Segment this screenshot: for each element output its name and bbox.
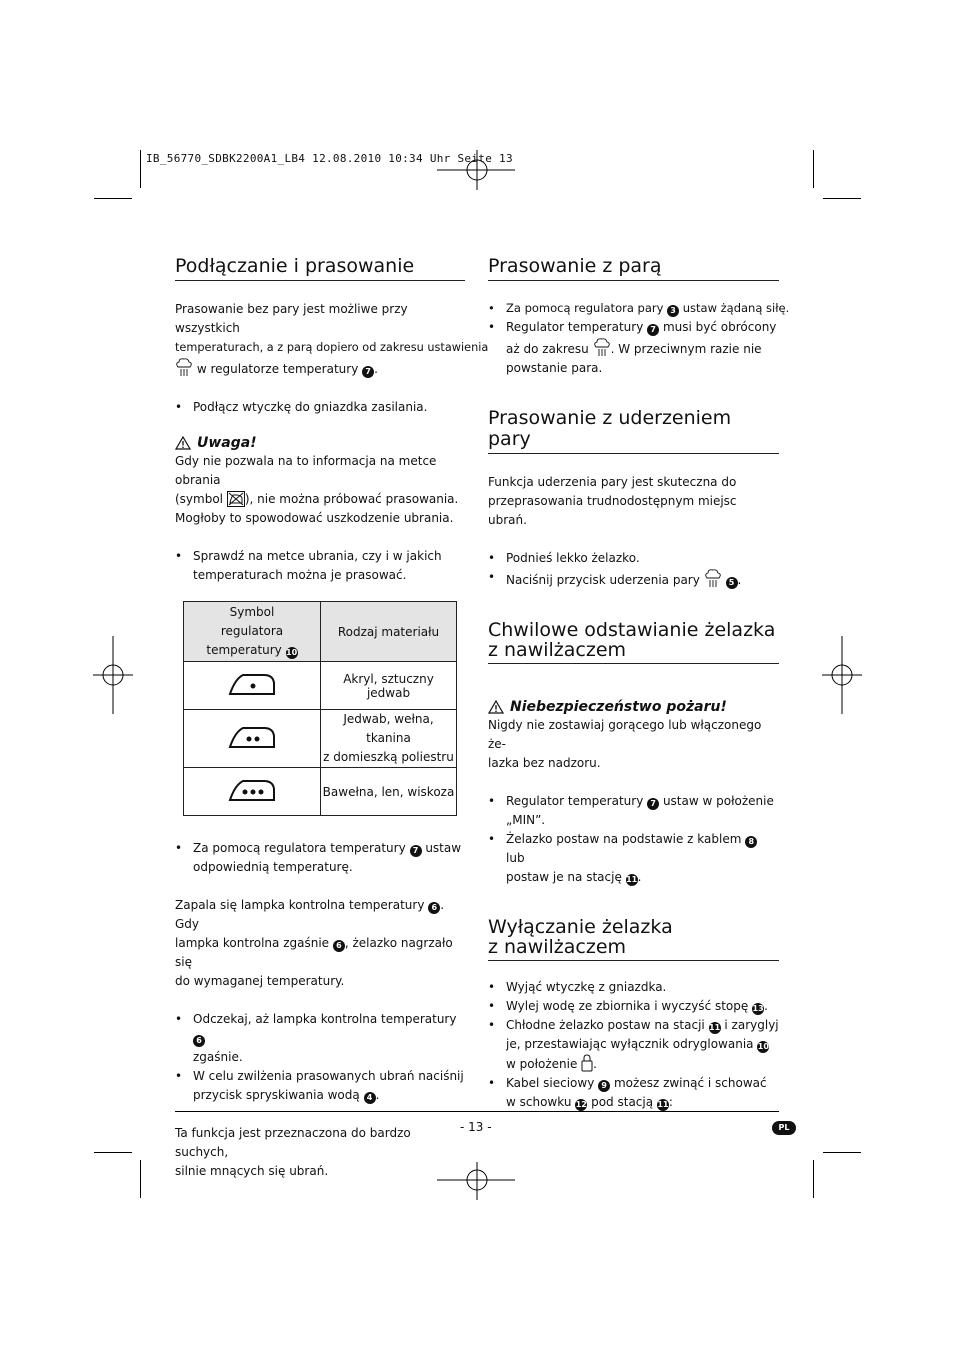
- bullet-set-temperature: • Za pomocą regulatora temperatury 7 ustaw odpowiednią temperaturę.: [175, 839, 465, 877]
- bullet-empty-tank: • Wylej wodę ze zbiornika i wyczyść stopę 13.: [488, 997, 779, 1016]
- page-number: - 13 -: [460, 1120, 492, 1134]
- intro-paragraph: Prasowanie bez pary jest możliwe przy wszystkich temperaturach, a z parą dopiero od zakresu ustawienia w regulatorze temperatury 7 .: [175, 302, 489, 376]
- steam-icon: [175, 357, 193, 377]
- steam-burst-icon: [704, 568, 722, 588]
- bullet-wait: • Odczekaj, aż lampka kontrolna temperatury 6 zgaśnie.: [175, 1010, 465, 1067]
- section-title-steam: Prasowanie z parą: [488, 256, 779, 281]
- fire-warning-title: Niebezpieczeństwo pożaru!: [510, 699, 727, 715]
- fire-warning-block: Niebezpieczeństwo pożaru! Nigdy nie zostawiaj gorącego lub włączonego że- lazka bez nadzoru.: [488, 699, 762, 770]
- table-row: Akryl, sztuczny jedwab: [184, 662, 457, 710]
- bullet-spray: • W celu zwilżenia prasowanych ubrań naciśnij przycisk spryskiwania wodą 4 .: [175, 1067, 465, 1105]
- section-title-switching-off: Wyłączanie żelazka z nawilżaczem: [488, 917, 779, 961]
- no-iron-icon: [227, 491, 245, 507]
- bullet-check-label: • Sprawdź na metce ubrania, czy i w jakich temperaturach można je prasować.: [175, 547, 465, 585]
- temperature-table: [183, 601, 457, 816]
- iron-three-dots-icon: [227, 777, 277, 803]
- warning-block: Uwaga! Gdy nie pozwala na to informacja na metce obrania (symbol ), nie można próbować prasowania. Mogłoby to spowodować uszkodzenie ubrania.: [175, 435, 459, 525]
- iron-one-dot-icon: [227, 671, 277, 697]
- bullet-steam-temperature: • Regulator temperatury 7 musi być obrócony aż do zakresu . W przeciwnym razie nie powstanie para.: [488, 318, 779, 378]
- bullet-set-min: • Regulator temperatury 7 ustaw w położenie „MIN”.: [488, 792, 779, 830]
- warning-title: Uwaga!: [197, 435, 257, 451]
- bullet-plug: • Podłącz wtyczkę do gniazdka zasilania.: [175, 398, 465, 417]
- iron-two-dots-icon: [227, 724, 277, 750]
- warning-triangle-icon: [488, 700, 504, 714]
- registration-mark-left: [93, 636, 133, 714]
- bullet-lift-iron: • Podnieś lekko żelazko.: [488, 549, 779, 568]
- part-number-badge: 7: [362, 366, 374, 378]
- right-column: Prasowanie z parą • Za pomocą regulatora pary 3 ustaw żądaną siłę. • Regulator temperatury 7 musi być obrócony aż do zakresu . W przeciwnym razie nie powstanie para. Prasowanie z uderzeniem pary Funkcja uderzenia pary jest skuteczna do przeprasowania trudnodostępnym miejsc ubrań. • Podnieś lekko żelazko. • Naciśnij przycisk uderzenia pary 5 . Chwilowe odstawianie żelazka z nawilżaczem Niebezpieczeństwo pożaru! Nigdy nie zostawiaj gorącego lub włączonego że- lazka bez nadzoru. • Regulator temperatury 7 ustaw w położenie „MIN”. • Żelazko postaw na podstawie z kablem 8 lub postaw je na stację 11. Wyłączanie żelazka z nawilżaczem • Wyjąć wtyczkę z gniazdka. • Wylej wodę ze zbiornika i wyczyść stopę 13. • Chłodne żelazko postaw na stacji 11 i zaryglуj je, przestawiając wyłącznik odryglowania 10 w położenie . • Kabel sieciowy 9 możesz zwinąć i schować w schowku 12 pod stacją 11:: [488, 256, 779, 1112]
- header-symbol: Symbol regulatora temperatury 10: [184, 602, 321, 662]
- table-row: Bawełna, len, wiskoza: [184, 768, 457, 816]
- header-material: Rodzaj materiału: [321, 602, 457, 662]
- function-paragraph: Ta funkcja jest przeznaczona do bardzo suchych, silnie mnących się ubrań.: [175, 1126, 411, 1178]
- registration-mark-right: [822, 636, 862, 714]
- lock-icon: [581, 1054, 593, 1072]
- steam-icon: [593, 337, 611, 357]
- bullet-cable-storage: • Kabel sieciowy 9 możesz zwinąć i schować w schowku 12 pod stacją 11:: [488, 1074, 779, 1112]
- section-title-temporary-standing: Chwilowe odstawianie żelazka z nawilżaczem: [488, 620, 779, 664]
- bullet-steam-regulator: • Za pomocą regulatora pary 3 ustaw żądaną siłę.: [488, 299, 779, 318]
- language-badge: PL: [772, 1121, 796, 1135]
- footer-rule: [175, 1111, 779, 1112]
- bullet-place-iron: • Żelazko postaw na podstawie z kablem 8 lub postaw je na stację 11.: [488, 830, 779, 887]
- warning-triangle-icon: [175, 436, 191, 450]
- section-title-steam-burst: Prasowanie z uderzeniem pary: [488, 408, 779, 454]
- table-row: Jedwab, wełna, tkanina z domieszką poliestru: [184, 710, 457, 768]
- bullet-press-burst: • Naciśnij przycisk uderzenia pary 5 .: [488, 568, 779, 590]
- bullet-unplug: • Wyjąć wtyczkę z gniazdka.: [488, 978, 779, 997]
- bullet-lock-station: • Chłodne żelazko postaw na stacji 11 i zaryglуj je, przestawiając wyłącznik odryglowania 10 w położenie .: [488, 1016, 779, 1074]
- lamp-paragraph: Zapala się lampka kontrolna temperatury 6 . Gdy lampka kontrolna zgaśnie 6 , żelazko nagrzało się do wymaganej temperatury.: [175, 898, 453, 988]
- print-header: IB_56770_SDBK2200A1_LB4 12.08.2010 10:34 Uhr Seite 13: [146, 152, 513, 165]
- section-title-connecting: Podłączanie i prasowanie: [175, 256, 465, 281]
- table-header-row: [184, 602, 457, 662]
